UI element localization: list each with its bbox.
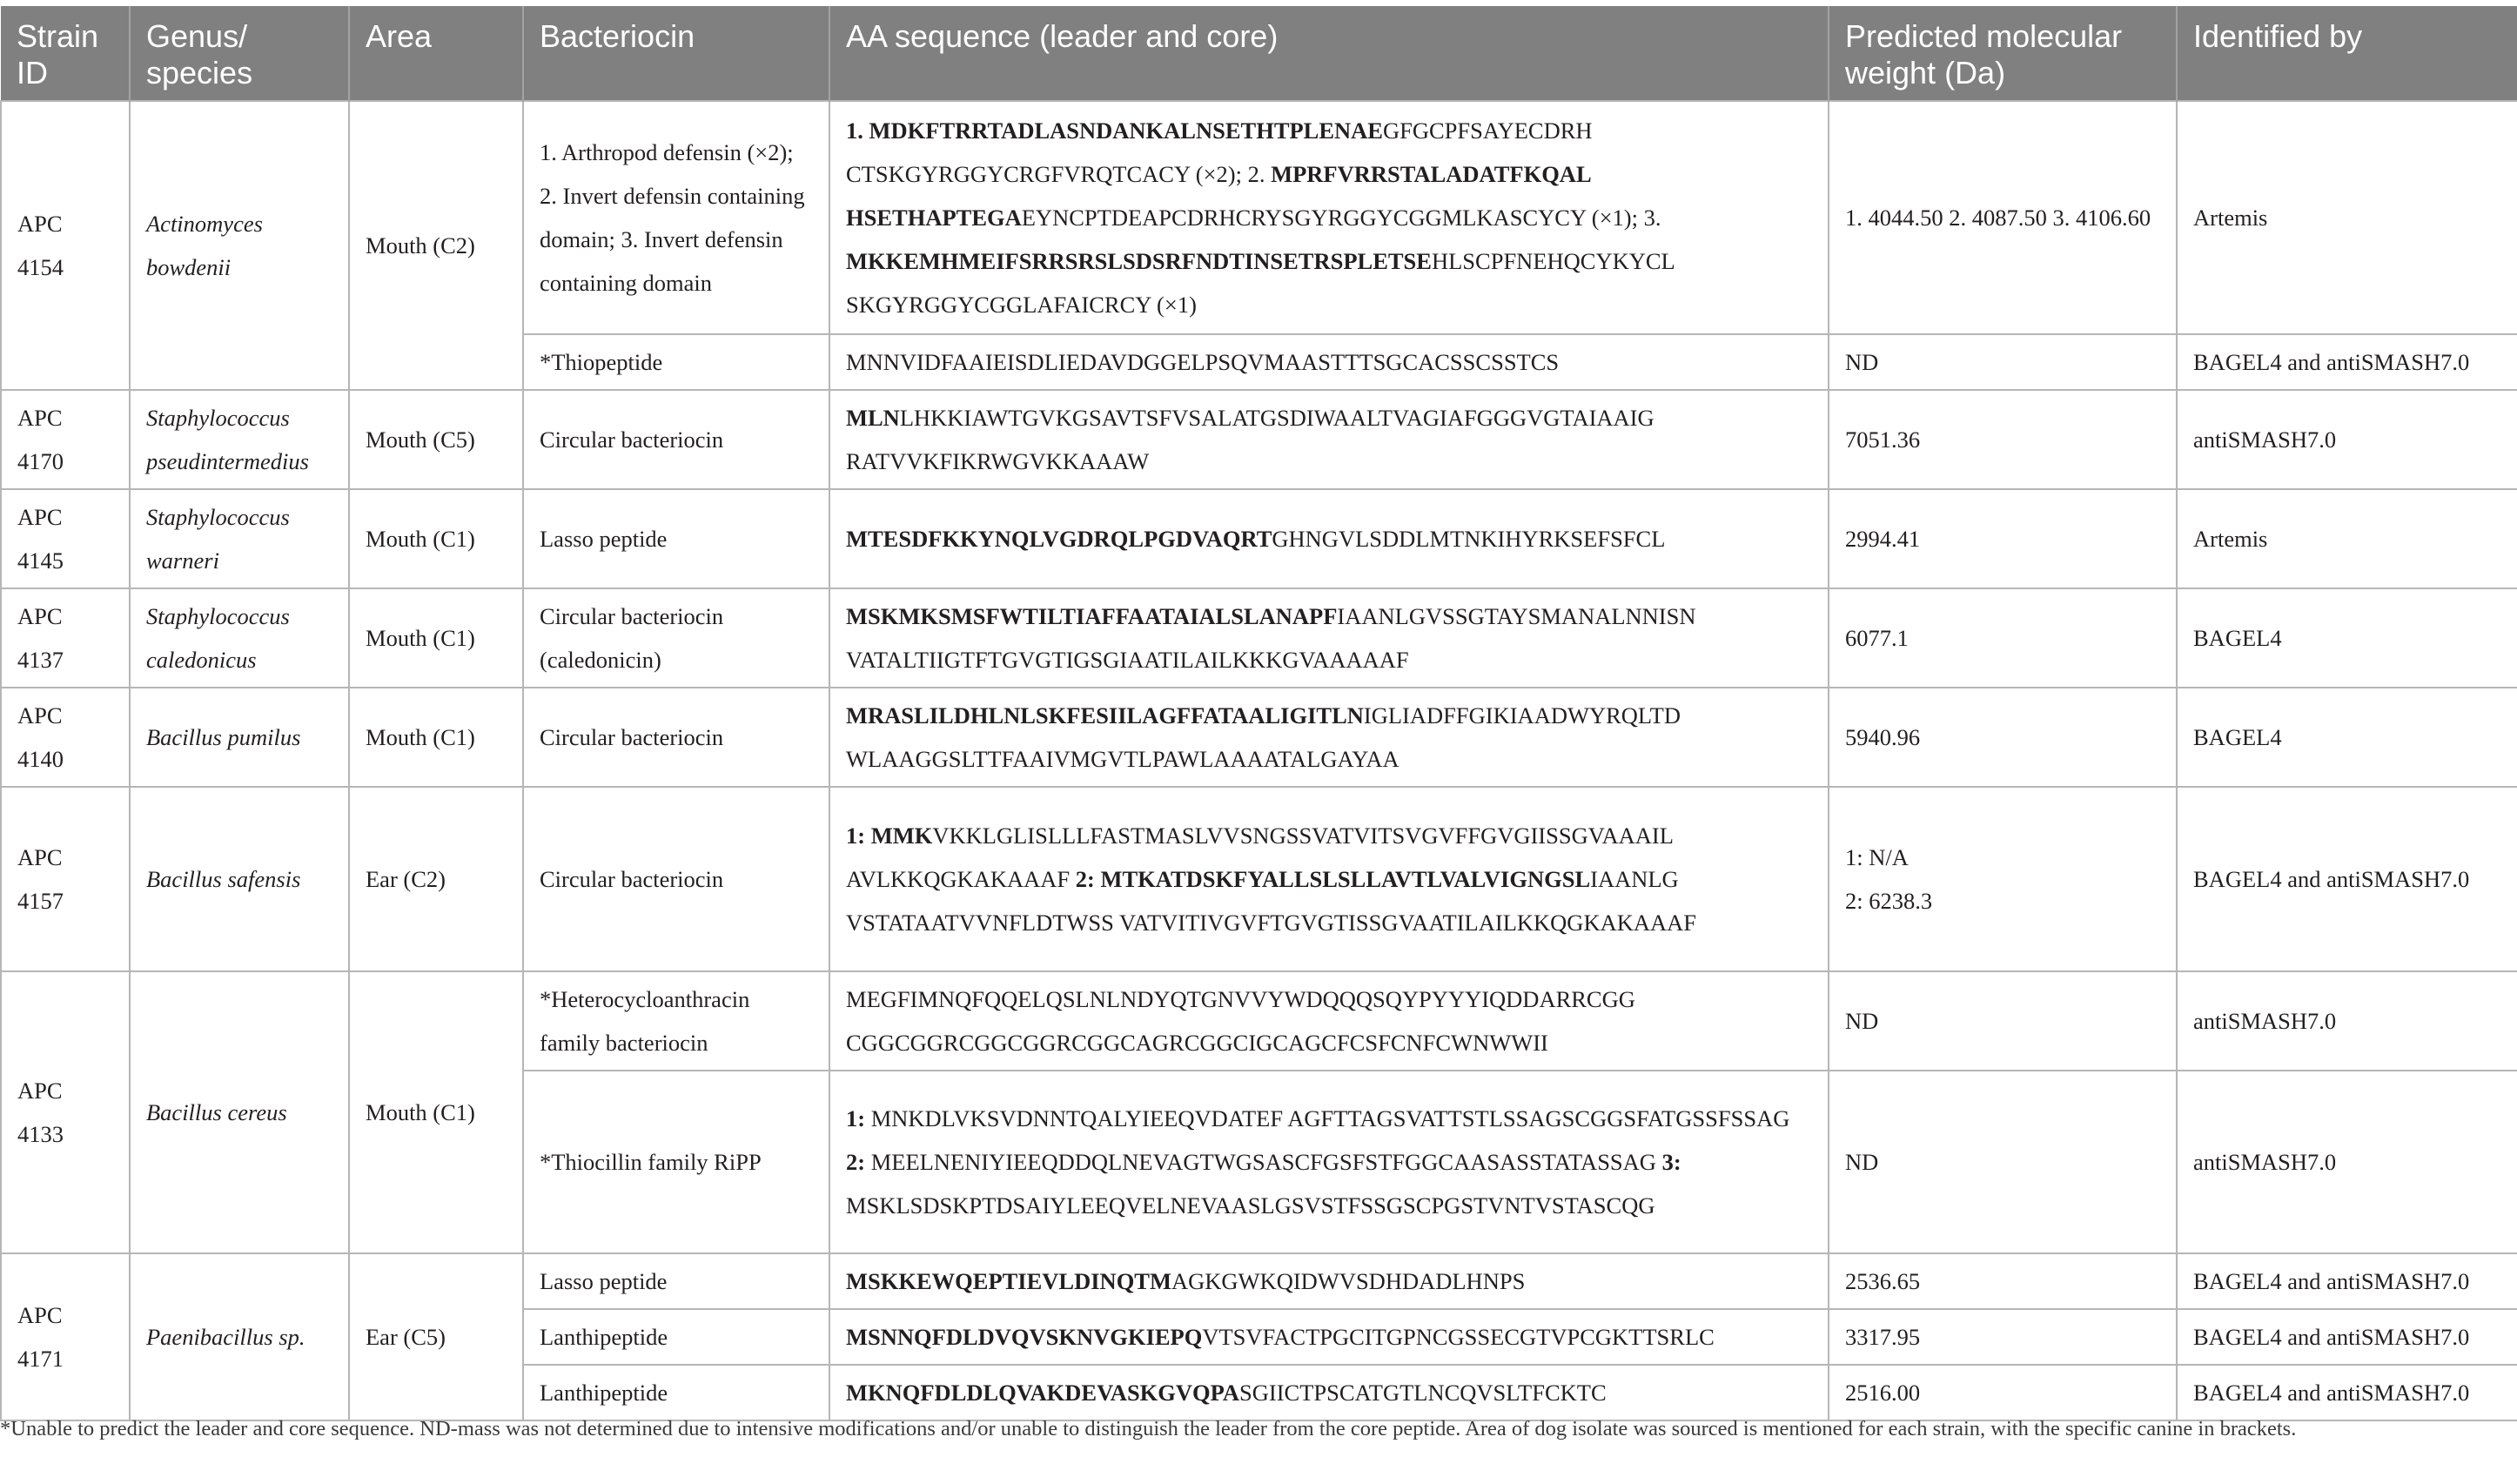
bacteriocin-cell: Lanthipeptide <box>523 1365 829 1420</box>
sequence-leader: MTESDFKKYNQLVGDRQLPGDVAQRT <box>846 526 1272 552</box>
sequence-core: SGIICTPSCATGTLNCQVSLTFCKTC <box>1239 1380 1607 1406</box>
bacteriocin-cell: Circular bacteriocin <box>523 787 829 971</box>
sequence-core: LHKKIAWTGVKGSAVTSFVSALATGSDIWAALTVAGIAFGGGVGTAIAAIG RATVVKFIKRWGVKKAAAW <box>846 405 1655 474</box>
sequence-leader: MSKMKSMSFWTILTIAFFAATAIALSLANAPF <box>846 603 1338 629</box>
molecular-weight-cell: 7051.36 <box>1829 390 2177 489</box>
species-cell: Actinomyces bowdenii <box>130 101 349 390</box>
sequence-leader: 3: <box>1661 1149 1681 1175</box>
identified-by-cell: antiSMASH7.0 <box>2177 390 2517 489</box>
sequence-leader: 2: <box>846 1149 866 1175</box>
sequence-core: IAANLG VSTATAATVVNFLDTWSS VATVITIVGVFTGVGTISSGVAATILAILKKQGKAKAAAF <box>846 866 1697 936</box>
identified-by-cell: BAGEL4 and antiSMASH7.0 <box>2177 1365 2517 1420</box>
table-row <box>1 101 2517 334</box>
species-cell: Paenibacillus sp. <box>130 1253 349 1420</box>
molecular-weight-cell: ND <box>1829 971 2177 1071</box>
sequence-core: MNKDLVKSVDNNTQALYIEEQVDATEF AGFTTAGSVATTSTLSSAGSCGGSFATGSSFSSAG <box>865 1105 1790 1131</box>
bacteriocin-cell: Lanthipeptide <box>523 1309 829 1365</box>
area-cell: Mouth (C1) <box>349 489 523 588</box>
molecular-weight-cell: 2536.65 <box>1829 1253 2177 1309</box>
table-footnote: *Unable to predict the leader and core sequence. ND-mass was not determined due to intensive modifications and/or unable to distinguish the leader from the core peptide. Area of dog isolate was sourced is mentioned for each strain, with the specific canine in brackets. <box>0 1417 2297 1440</box>
identified-by-cell: Artemis <box>2177 101 2517 334</box>
sequence-core: GFGCPFSAYECDRH CTSKGYRGGYCRGFVRQTCACY (×2); 2. <box>846 118 1593 187</box>
table-body <box>1 101 2517 1420</box>
strain-id-cell: APC 4133 <box>1 971 130 1253</box>
molecular-weight-cell: 5940.96 <box>1829 688 2177 787</box>
bacteriocin-cell: *Heterocycloanthracin family bacteriocin <box>523 971 829 1071</box>
table-row <box>1 1253 2517 1309</box>
sequence-core: VKKLGLISLLLFASTMASLVVSNGSSVATVITSVGVFFGVGIISSGVAAAIL AVLKKQGKAKAAAF <box>846 823 1673 892</box>
sequence-cell <box>829 334 1829 390</box>
identified-by-cell: BAGEL4 <box>2177 588 2517 688</box>
bacteriocin-cell: Circular bacteriocin <box>523 688 829 787</box>
identified-by-cell: BAGEL4 and antiSMASH7.0 <box>2177 1309 2517 1365</box>
species-cell: Bacillus safensis <box>130 787 349 971</box>
header-row <box>1 6 2517 101</box>
strain-id-cell: APC 4154 <box>1 101 130 390</box>
sequence-cell <box>829 688 1829 787</box>
area-cell: Mouth (C1) <box>349 688 523 787</box>
table-row <box>1 787 2517 971</box>
molecular-weight-cell: 3317.95 <box>1829 1309 2177 1365</box>
header-identified-by: Identified by <box>2177 6 2517 101</box>
sequence-leader: MLN <box>846 405 900 431</box>
sequence-leader: MKNQFDLDLQVAKDEVASKGVQPA <box>846 1380 1240 1406</box>
sequence-core: MNNVIDFAAIEISDLIEDAVDGGELPSQVMAASTTTSGCACSSCSSTCS <box>846 349 1560 375</box>
header-species: Genus/ species <box>130 6 349 101</box>
sequence-leader: MPRFVRRSTALADATFKQAL HSETHAPTEGA <box>846 161 1591 231</box>
identified-by-cell: BAGEL4 and antiSMASH7.0 <box>2177 334 2517 390</box>
identified-by-cell: BAGEL4 <box>2177 688 2517 787</box>
area-cell: Mouth (C1) <box>349 971 523 1253</box>
sequence-cell <box>829 489 1829 588</box>
area-cell: Ear (C5) <box>349 1253 523 1420</box>
strain-id-cell: APC 4145 <box>1 489 130 588</box>
bacteriocin-table <box>0 6 2517 1421</box>
strain-id-cell: APC 4170 <box>1 390 130 489</box>
table-row <box>1 489 2517 588</box>
header-molecular-weight: Predicted molecular weight (Da) <box>1829 6 2177 101</box>
sequence-cell <box>829 1253 1829 1309</box>
strain-id-cell: APC 4140 <box>1 688 130 787</box>
species-cell: Bacillus pumilus <box>130 688 349 787</box>
sequence-core: MSKLSDSKPTDSAIYLEEQVELNEVAASLGSVSTFSSGSCPGSTVNTVSTASCQG <box>846 1192 1655 1219</box>
bacteriocin-cell: Lasso peptide <box>523 489 829 588</box>
header-aa-sequence: AA sequence (leader and core) <box>829 6 1829 101</box>
molecular-weight-cell: ND <box>1829 334 2177 390</box>
molecular-weight-cell: 2516.00 <box>1829 1365 2177 1420</box>
bacteriocin-cell: Circular bacteriocin (caledonicin) <box>523 588 829 688</box>
area-cell: Ear (C2) <box>349 787 523 971</box>
sequence-cell <box>829 1071 1829 1253</box>
bacteriocin-cell: Lasso peptide <box>523 1253 829 1309</box>
table-row <box>1 688 2517 787</box>
sequence-leader: MSNNQFDLDVQVSKNVGKIEPQ <box>846 1324 1203 1350</box>
identified-by-cell: BAGEL4 and antiSMASH7.0 <box>2177 1253 2517 1309</box>
strain-id-cell: APC 4157 <box>1 787 130 971</box>
molecular-weight-line: 1: N/A <box>1845 844 1909 870</box>
species-cell: Bacillus cereus <box>130 971 349 1253</box>
molecular-weight-line: 2: 6238.3 <box>1845 888 1933 914</box>
molecular-weight-cell: ND <box>1829 1071 2177 1253</box>
identified-by-cell: BAGEL4 and antiSMASH7.0 <box>2177 787 2517 971</box>
identified-by-cell: antiSMASH7.0 <box>2177 1071 2517 1253</box>
molecular-weight-cell <box>1829 787 2177 971</box>
sequence-cell <box>829 390 1829 489</box>
sequence-core: HLSCPFNEHQCYKYCL SKGYRGGYCGGLAFAICRCY (×1) <box>846 248 1675 318</box>
molecular-weight-cell: 1. 4044.50 2. 4087.50 3. 4106.60 <box>1829 101 2177 334</box>
header-area: Area <box>349 6 523 101</box>
area-cell: Mouth (C2) <box>349 101 523 390</box>
sequence-core: AGKGWKQIDWVSDHDADLHNPS <box>1171 1268 1526 1294</box>
molecular-weight-cell: 6077.1 <box>1829 588 2177 688</box>
sequence-leader: MSKKEWQEPTIEVLDINQTM <box>846 1268 1171 1294</box>
sequence-leader: MKKEMHMEIFSRRSRSLSDSRFNDTINSETRSPLETSE <box>846 248 1432 274</box>
species-cell: Staphylococcus warneri <box>130 489 349 588</box>
sequence-leader: 1: <box>846 1105 866 1131</box>
strain-id-cell: APC 4137 <box>1 588 130 688</box>
bacteriocin-cell: 1. Arthropod defensin (×2); 2. Invert defensin containing domain; 3. Invert defensin containing domain <box>523 101 829 334</box>
sequence-leader: 2: MTKATDSKFYALLSLSLLAVTLVALVIGNGSL <box>1075 866 1591 892</box>
sequence-cell <box>829 1309 1829 1365</box>
table-row <box>1 390 2517 489</box>
bacteriocin-cell: *Thiopeptide <box>523 334 829 390</box>
bacteriocin-cell: *Thiocillin family RiPP <box>523 1071 829 1253</box>
species-cell: Staphylococcus pseudintermedius <box>130 390 349 489</box>
sequence-core: MEGFIMNQFQQELQSLNLNDYQTGNVVYWDQQQSQYPYYYIQDDARRCGG CGGCGGRCGGCGGRCGGCAGRCGGCIGCAGCFCSFCNFCWNWWII <box>846 986 1635 1056</box>
header-bacteriocin: Bacteriocin <box>523 6 829 101</box>
area-cell: Mouth (C1) <box>349 588 523 688</box>
identified-by-cell: Artemis <box>2177 489 2517 588</box>
sequence-cell <box>829 101 1829 334</box>
strain-id-cell: APC 4171 <box>1 1253 130 1420</box>
sequence-core: MEELNENIYIEEQDDQLNEVAGTWGSASCFGSFSTFGGCAASASSTATASSAG <box>865 1149 1662 1175</box>
header-strain-id: Strain ID <box>1 6 130 101</box>
sequence-core: IAANLGVSSGTAYSMANALNNISN VATALTIIGTFTGVGTIGSGIAATILAILKKKGVAAAAAF <box>846 603 1696 673</box>
sequence-core: IGLIADFFGIKIAADWYRQLTD WLAAGGSLTTFAAIVMGVTLPAWLAAAATALGAYAA <box>846 702 1681 772</box>
bacteriocin-cell: Circular bacteriocin <box>523 390 829 489</box>
area-cell: Mouth (C5) <box>349 390 523 489</box>
molecular-weight-cell: 2994.41 <box>1829 489 2177 588</box>
identified-by-cell: antiSMASH7.0 <box>2177 971 2517 1071</box>
table-row <box>1 971 2517 1071</box>
sequence-cell <box>829 787 1829 971</box>
sequence-leader: 1: MMK <box>846 823 933 849</box>
sequence-core: EYNCPTDEAPCDRHCRYSGYRGGYCGGMLKASCYCY (×1); 3. <box>1021 205 1661 231</box>
sequence-cell <box>829 588 1829 688</box>
species-cell: Staphylococcus caledonicus <box>130 588 349 688</box>
sequence-leader: 1. MDKFTRRTADLASNDANKALNSETHTPLENAE <box>846 118 1383 144</box>
table-row <box>1 588 2517 688</box>
sequence-cell <box>829 971 1829 1071</box>
sequence-core: GHNGVLSDDLMTNKIHYRKSEFSFCL <box>1272 526 1666 552</box>
sequence-leader: MRASLILDHLNLSKFESIILAGFFATAALIGITLN <box>846 702 1364 729</box>
sequence-core: VTSVFACTPGCITGPNCGSSECGTVPCGKTTSRLC <box>1202 1324 1715 1350</box>
